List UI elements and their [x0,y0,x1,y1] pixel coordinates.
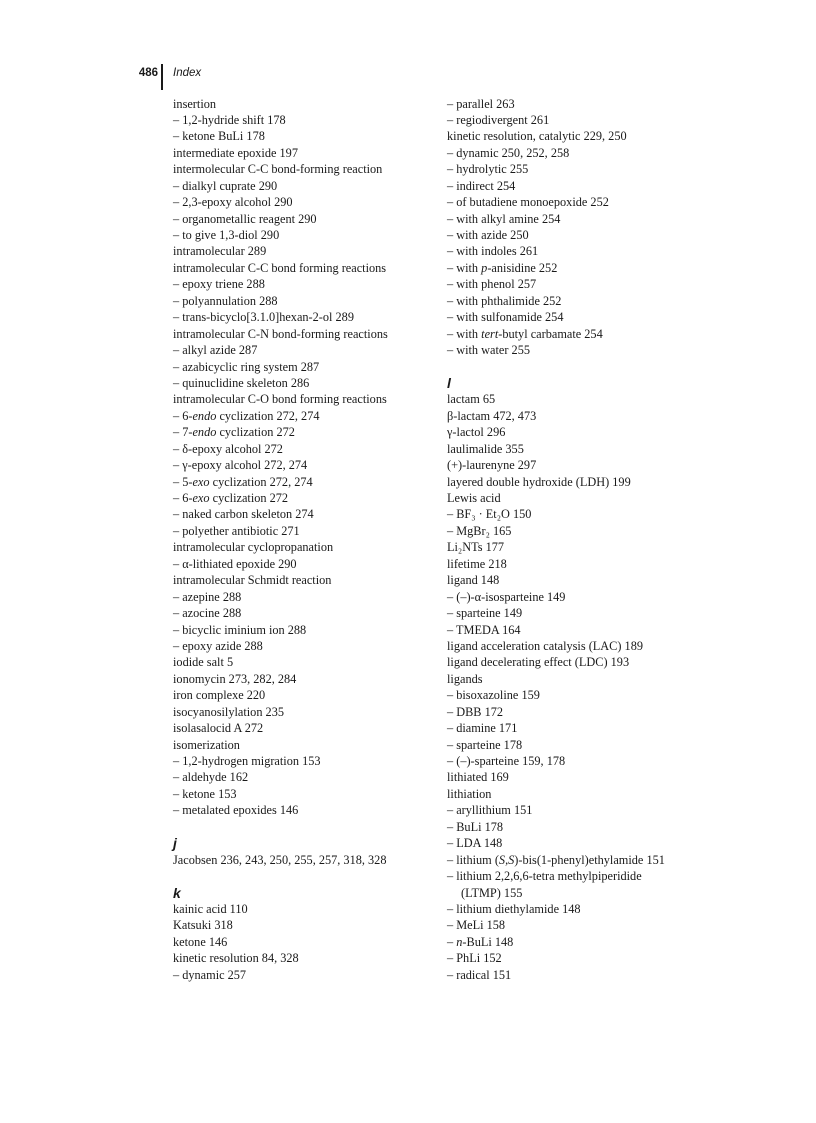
entry-suffix: -butyl carbamate 254 [498,326,603,341]
entry-italic: tert [481,326,499,341]
index-entry: kinetic resolution, catalytic 229, 250 [447,129,627,144]
entry-suffix: cyclization 272, 274 [209,474,313,489]
index-entry: kinetic resolution 84, 328 [173,951,299,966]
index-subentry: – bisoxazoline 159 [447,688,540,703]
index-entry: ligand acceleration catalysis (LAC) 189 [447,638,643,653]
index-subentry: – polyether antibiotic 271 [173,523,300,538]
index-entry: ligands [447,671,483,686]
entry-suffix: -anisidine 252 [487,260,558,275]
running-title: Index [173,67,202,79]
index-entry: Jacobsen 236, 243, 250, 255, 257, 318, 328 [173,852,387,867]
index-subentry: – hydrolytic 255 [447,162,529,177]
index-entry: lactam 65 [447,392,496,407]
index-entry [173,424,443,440]
entry-italic: endo [192,408,217,423]
index-subentry: – of butadiene monoepoxide 252 [447,195,609,210]
index-subentry: – with phthalimide 252 [447,293,562,308]
entry-prefix: – [447,934,457,949]
index-entry: lithiation [447,786,492,801]
entry-italic: endo [192,425,217,440]
index-entry: layered double hydroxide (LDH) 199 [447,474,631,489]
entry-suffix: )-bis(1-phenyl)ethylamide 151 [514,852,665,867]
index-subentry: – diamine 171 [447,721,518,736]
index-entry: iron complexe 220 [173,688,266,703]
index-entry: laulimalide 355 [447,441,524,456]
index-subentry: – trans-bicyclo[3.1.0]hexan-2-ol 289 [173,310,354,325]
index-subentry: – naked carbon skeleton 274 [173,507,314,522]
entry-suffix: cyclization 272, 274 [216,408,320,423]
index-entry: intramolecular C-N bond-forming reactions [173,326,388,341]
index-subentry: – alkyl azide 287 [173,343,258,358]
index-entry: β-lactam 472, 473 [447,408,537,423]
index-entry: intramolecular Schmidt reaction [173,573,332,588]
entry-prefix: – 6- [173,491,193,505]
index-entry: γ-lactol 296 [447,425,506,440]
section-gap [173,819,443,835]
index-entry: intramolecular C-C bond forming reactions [173,260,387,275]
index-entry [447,260,717,276]
section-gap [447,359,717,375]
index-subentry: – LDA 148 [447,836,503,851]
entry-suffix: -BuLi 148 [462,934,514,949]
page-number: 486 [138,67,158,79]
index-subentry: – MeLi 158 [447,918,506,933]
entry-italic: p [481,260,488,275]
index-entry: isolasalocid A 272 [173,721,264,736]
index-entry [447,852,717,868]
index-subentry: – regiodivergent 261 [447,112,550,127]
index-subentry: – DBB 172 [447,704,504,719]
index-subentry: – PhLi 152 [447,951,502,966]
index-entry: kainic acid 110 [173,901,248,916]
section-letter: j [173,835,177,852]
index-entry: (LTMP) 155 [461,885,523,900]
index-subentry: – dynamic 250, 252, 258 [447,145,570,160]
index-subentry: – ketone BuLi 178 [173,129,265,144]
index-subentry: – (–)-sparteine 159, 178 [447,754,566,768]
index-entry: Lewis acid [447,491,501,505]
index-subentry: – MgBr₂ 165 [447,523,512,538]
index-subentry: – metalated epoxides 146 [173,803,299,818]
index-subentry: – sparteine 149 [447,606,523,621]
index-subentry: – TMEDA 164 [447,622,521,637]
index-subentry: – with water 255 [447,343,530,358]
section-gap [173,868,443,884]
entry-prefix: – with [447,260,482,275]
entry-prefix: – lithium ( [447,852,499,867]
entry-italic: exo [192,491,210,505]
index-entry: lithiated 169 [447,770,509,785]
index-subentry: – with alkyl amine 254 [447,211,561,226]
index-entry [447,326,717,342]
index-subentry: – bicyclic iminium ion 288 [173,622,307,637]
index-subentry: – BF₃ · Et₂O 150 [447,507,532,522]
index-subentry: – with azide 250 [447,228,529,242]
index-subentry: – epoxy triene 288 [173,277,265,292]
index-subentry: – to give 1,3-diol 290 [173,228,280,242]
index-subentry: – epoxy azide 288 [173,638,263,653]
index-entry: intramolecular cyclopropanation [173,540,334,555]
entry-prefix: – with [447,326,482,341]
index-subentry: – with sulfonamide 254 [447,310,564,325]
index-entry: iodide salt 5 [173,655,234,670]
index-subentry: – γ-epoxy alcohol 272, 274 [173,458,308,473]
index-subentry: – 2,3-epoxy alcohol 290 [173,195,293,210]
entry-suffix: cyclization 272 [209,491,289,505]
index-subentry: – quinuclidine skeleton 286 [173,375,310,390]
index-entry: ligand decelerating effect (LDC) 193 [447,655,630,670]
index-subentry: – α-lithiated epoxide 290 [173,556,297,571]
index-subentry: – with indoles 261 [447,244,539,259]
index-subentry: – (–)-α-isosparteine 149 [447,589,566,604]
index-entry: intermolecular C-C bond-forming reaction [173,162,383,177]
index-subentry: – azepine 288 [173,589,242,604]
entry-italic: n [456,934,463,949]
section-letter: k [173,884,181,901]
entry-prefix: – 7- [173,425,193,440]
index-subentry: – BuLi 178 [447,819,504,834]
index-subentry: – radical 151 [447,967,512,982]
index-subentry: – sparteine 178 [447,737,523,752]
index-subentry: – azocine 288 [173,606,242,621]
header-rule [161,64,163,90]
index-subentry: – indirect 254 [447,178,516,193]
index-subentry: – aldehyde 162 [173,770,249,785]
index-entry [173,490,443,506]
index-entry: lifetime 218 [447,556,507,571]
index-entry: (+)-laurenyne 297 [447,458,537,473]
index-entry: ionomycin 273, 282, 284 [173,671,297,686]
index-subentry: – parallel 263 [447,96,515,111]
index-subentry: – aryllithium 151 [447,803,533,818]
index-subentry: – δ-epoxy alcohol 272 [173,441,283,456]
index-column-right [447,96,717,984]
entry-prefix: – 6- [173,408,193,423]
index-subentry: – dialkyl cuprate 290 [173,178,278,193]
index-entry: Katsuki 318 [173,918,233,933]
index-subentry: – 1,2-hydrogen migration 153 [173,754,321,768]
index-entry: isocyanosilylation 235 [173,704,285,719]
index-entry [173,408,443,424]
index-subentry: – dynamic 257 [173,967,247,982]
index-entry [173,474,443,490]
index-entry: ketone 146 [173,934,228,949]
index-subentry: – 1,2-hydride shift 178 [173,112,286,127]
section-letter: l [447,374,451,391]
entry-italic: exo [192,474,210,489]
entry-italic: S,S [498,852,515,867]
index-entry: ligand 148 [447,573,500,588]
index-subentry: – polyannulation 288 [173,293,278,308]
index-subentry: – lithium 2,2,6,6-tetra methylpiperidide [447,869,642,884]
index-entry: intramolecular C-O bond forming reactions [173,392,387,407]
index-entry: insertion [173,96,217,111]
index-column-left [173,96,443,984]
entry-prefix: – 5- [173,474,193,489]
index-subentry: – organometallic reagent 290 [173,211,317,226]
index-subentry: – ketone 153 [173,786,237,801]
index-subentry: – lithium diethylamide 148 [447,901,581,916]
index-subentry: – with phenol 257 [447,277,537,292]
index-entry: intramolecular 289 [173,244,267,259]
index-entry [447,934,717,950]
index-entry: intermediate epoxide 197 [173,145,298,160]
index-subentry: – azabicyclic ring system 287 [173,359,320,374]
entry-suffix: cyclization 272 [216,425,295,440]
index-entry: isomerization [173,737,240,752]
index-entry: Li₂NTs 177 [447,540,505,555]
